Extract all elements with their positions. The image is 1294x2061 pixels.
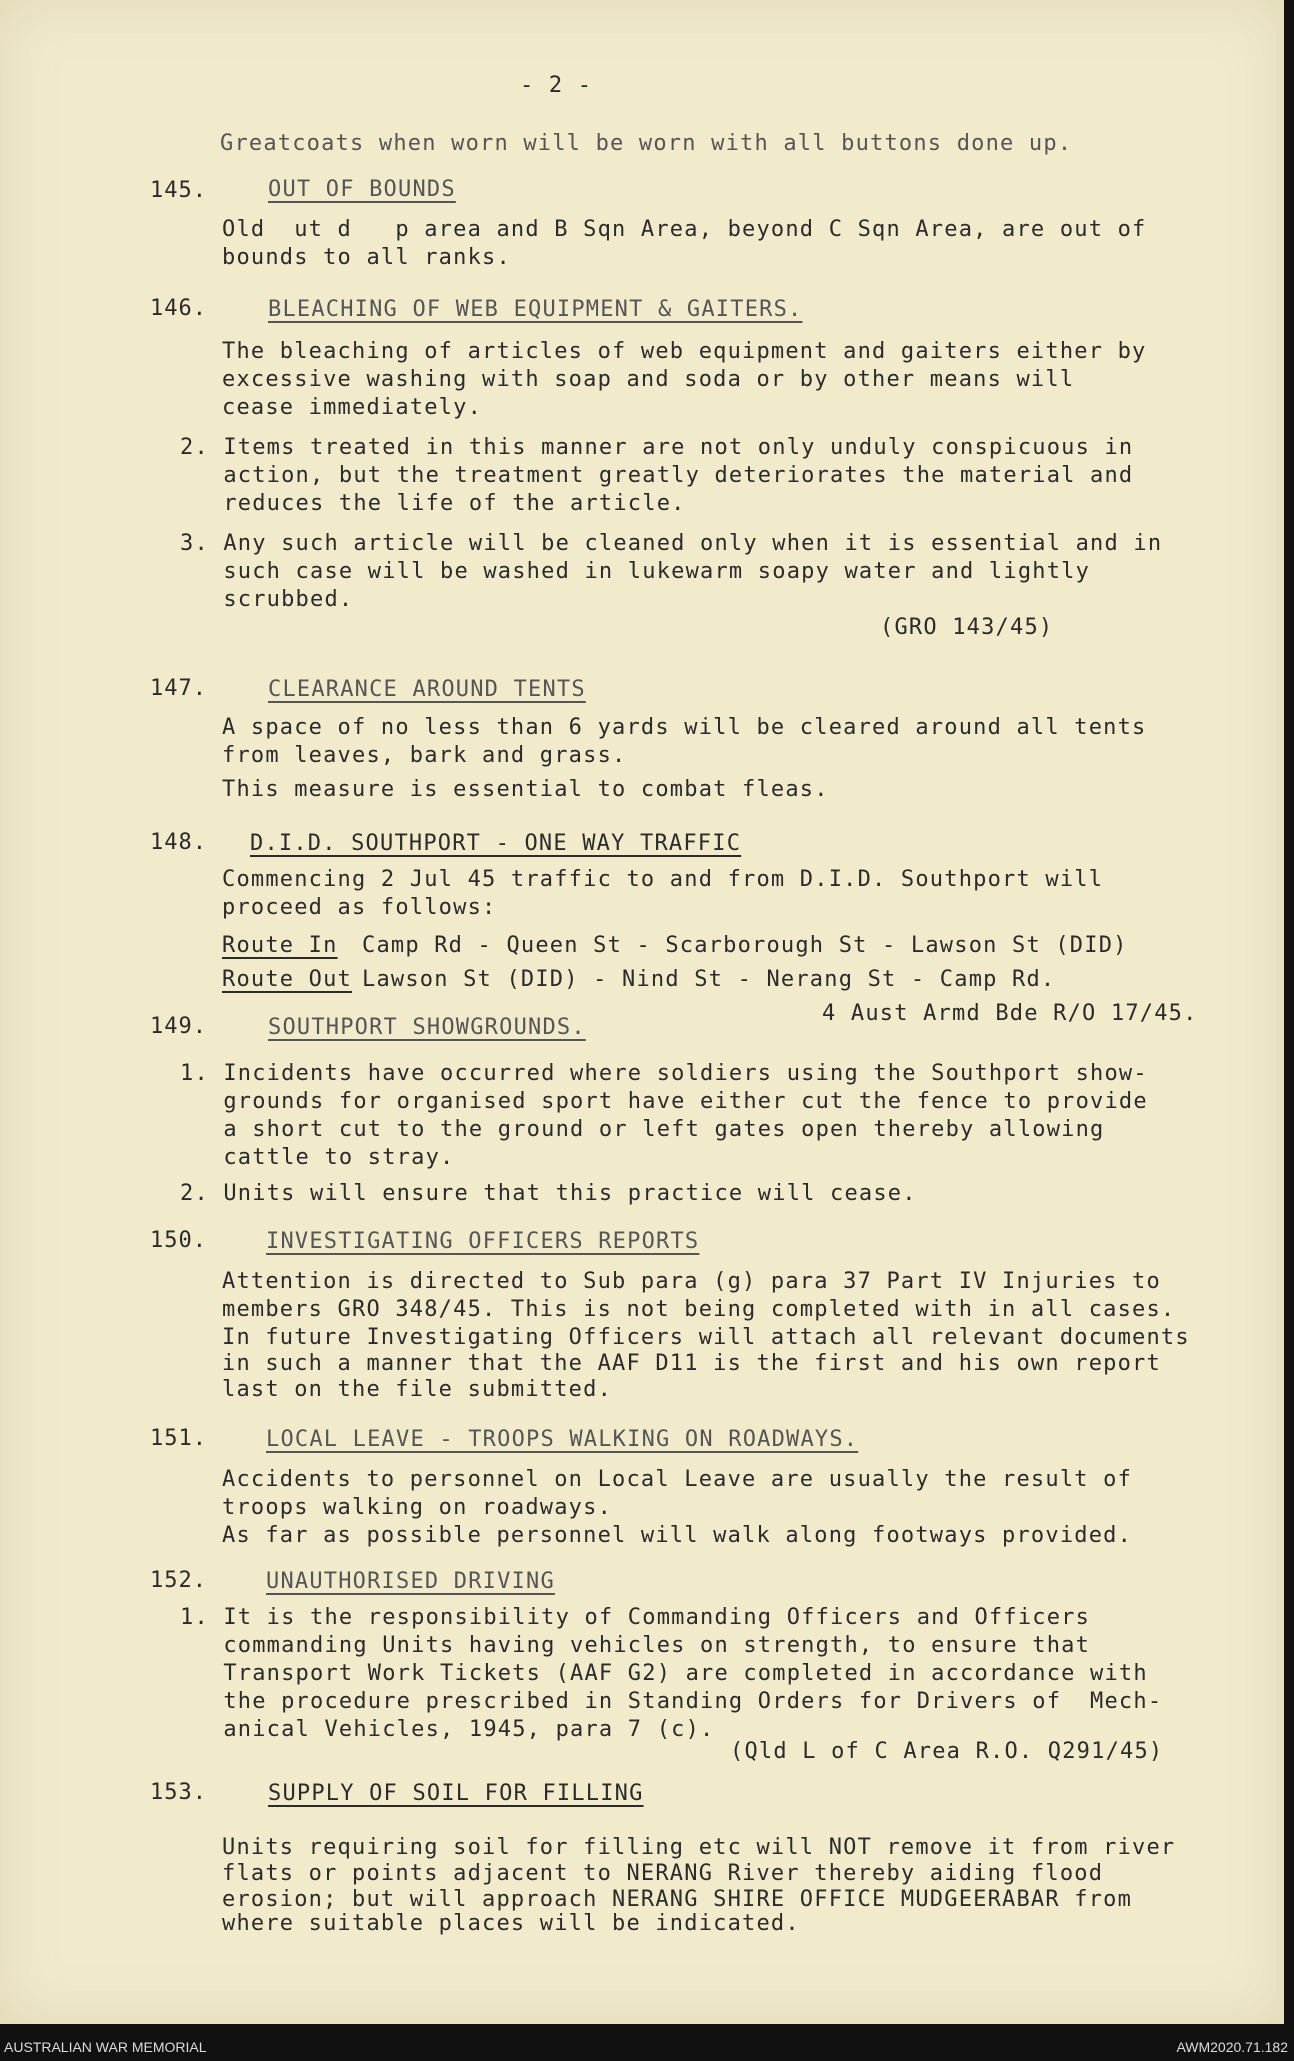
intro-line: Greatcoats when worn will be worn with all buttons done up.	[220, 131, 1073, 156]
item-reference: 4 Aust Armd Bde R/O 17/45.	[822, 1001, 1198, 1026]
item-line: Attention is directed to Sub para (g) para 37 Part IV Injuries to	[222, 1269, 1161, 1294]
item-line: cattle to stray.	[180, 1145, 455, 1170]
item-line: The bleaching of articles of web equipment and gaiters either by	[222, 339, 1147, 364]
item-line: Commencing 2 Jul 45 traffic to and from D.I.D. Southport will	[222, 867, 1104, 892]
item-number: 145.	[150, 178, 207, 203]
item-line: action, but the treatment greatly deteriorates the material and	[180, 463, 1134, 488]
item-heading: OUT OF BOUNDS	[268, 177, 456, 202]
item-number: 153.	[150, 1780, 207, 1805]
item-line: cease immediately.	[222, 395, 483, 420]
item-reference: (GRO 143/45)	[880, 615, 1054, 640]
item-heading: INVESTIGATING OFFICERS REPORTS	[266, 1229, 700, 1254]
footer-institution: AUSTRALIAN WAR MEMORIAL	[4, 2039, 207, 2055]
item-line: flats or points adjacent to NERANG River thereby aiding flood	[222, 1861, 1104, 1886]
item-line: Units requiring soil for filling etc will NOT remove it from river	[222, 1835, 1176, 1860]
item-line: scrubbed.	[180, 587, 354, 612]
item-line: 1. It is the responsibility of Commanding Officers and Officers	[180, 1605, 1091, 1630]
item-line: bounds to all ranks.	[222, 245, 511, 270]
item-heading: SUPPLY OF SOIL FOR FILLING	[268, 1781, 644, 1806]
item-line: such case will be washed in lukewarm soapy water and lightly	[180, 559, 1091, 584]
item-line: proceed as follows:	[222, 895, 497, 920]
item-reference: (Qld L of C Area R.O. Q291/45)	[730, 1739, 1164, 1764]
item-number: 151.	[150, 1426, 207, 1451]
item-line: a short cut to the ground or left gates open thereby allowing	[180, 1117, 1105, 1142]
archive-footer	[0, 2024, 1294, 2061]
page-number: - 2 -	[520, 73, 593, 98]
item-heading: BLEACHING OF WEB EQUIPMENT & GAITERS.	[268, 297, 803, 322]
item-heading: CLEARANCE AROUND TENTS	[268, 677, 586, 702]
item-heading: LOCAL LEAVE - TROOPS WALKING ON ROADWAYS.	[266, 1427, 859, 1452]
footer-accession-number: AWM2020.71.182	[1176, 2039, 1288, 2055]
route-out-label: Route Out	[222, 967, 353, 992]
item-line: anical Vehicles, 1945, para 7 (c).	[180, 1717, 715, 1742]
item-number: 150.	[150, 1228, 207, 1253]
item-line: 2. Units will ensure that this practice will cease.	[180, 1181, 917, 1206]
item-line: commanding Units having vehicles on strength, to ensure that	[180, 1633, 1091, 1658]
item-line: Accidents to personnel on Local Leave are usually the result of	[222, 1467, 1133, 1492]
item-number: 146.	[150, 296, 207, 321]
item-line: where suitable places will be indicated.	[222, 1911, 800, 1936]
item-line: members GRO 348/45. This is not being completed with in all cases.	[222, 1297, 1176, 1322]
item-line: last on the file submitted.	[222, 1377, 613, 1402]
item-line: 3. Any such article will be cleaned only when it is essential and in	[180, 531, 1163, 556]
item-line: Old ut d p area and B Sqn Area, beyond C Sqn Area, are out of	[222, 217, 1147, 242]
item-line: the procedure prescribed in Standing Orders for Drivers of Mech-	[180, 1689, 1163, 1714]
item-heading: D.I.D. SOUTHPORT - ONE WAY TRAFFIC	[250, 831, 742, 856]
item-line: excessive washing with soap and soda or by other means will	[222, 367, 1075, 392]
item-line: This measure is essential to combat fleas.	[222, 777, 829, 802]
item-line: reduces the life of the article.	[180, 491, 686, 516]
item-line: grounds for organised sport have either cut the fence to provide	[180, 1089, 1148, 1114]
item-line: A space of no less than 6 yards will be cleared around all tents	[222, 715, 1147, 740]
item-heading: UNAUTHORISED DRIVING	[266, 1569, 555, 1594]
item-line: In future Investigating Officers will attach all relevant documents	[222, 1325, 1190, 1350]
item-line: from leaves, bark and grass.	[222, 743, 627, 768]
item-number: 147.	[150, 676, 207, 701]
item-number: 149.	[150, 1014, 207, 1039]
item-line: in such a manner that the AAF D11 is the first and his own report	[222, 1351, 1161, 1376]
item-number: 152.	[150, 1568, 207, 1593]
item-line: 2. Items treated in this manner are not only unduly conspicuous in	[180, 435, 1134, 460]
route-in-label: Route In	[222, 933, 338, 958]
route-in: Camp Rd - Queen St - Scarborough St - Lawson St (DID)	[362, 933, 1128, 958]
item-line: erosion; but will approach NERANG SHIRE OFFICE MUDGEERABAR from	[222, 1887, 1133, 1912]
page-edge	[1276, 0, 1284, 2024]
item-line: 1. Incidents have occurred where soldiers using the Southport show-	[180, 1061, 1148, 1086]
item-number: 148.	[150, 830, 207, 855]
item-line: troops walking on roadways.	[222, 1495, 613, 1520]
item-line: As far as possible personnel will walk along footways provided.	[222, 1523, 1133, 1548]
item-line: Transport Work Tickets (AAF G2) are completed in accordance with	[180, 1661, 1148, 1686]
item-heading: SOUTHPORT SHOWGROUNDS.	[268, 1015, 586, 1040]
route-out: Lawson St (DID) - Nind St - Nerang St - Camp Rd.	[362, 967, 1056, 992]
